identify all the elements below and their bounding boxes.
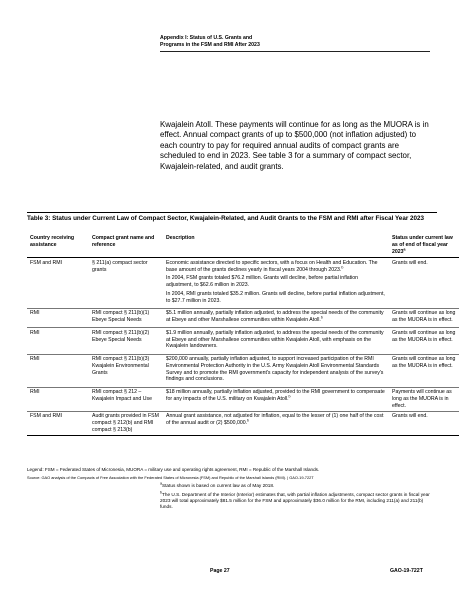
cell-status: Grants will end.	[389, 411, 459, 435]
body-paragraph: Kwajalein Atoll. These payments will continue for as long as the MUORA is in effect. Annual compact grants of up to $500,000 (not inflation adjusted) to each country to pay for required annual audits of compact grants are scheduled to end in 2023. See table 3 for a summary of compact sector, Kwajalein-related, and audit grants.	[160, 120, 429, 171]
description-text: Economic assistance directed to specific sectors, with a focus on Health and Education. The base amount of the grants declines yearly in fiscal years 2004 through 2023.	[166, 259, 378, 273]
table-title: Table 3: Status under Current Law of Compact Sector, Kwajalein-Related, and Audit Grants to the FSM and RMI after Fiscal Year 2023	[27, 212, 437, 223]
cell-description	[163, 411, 389, 435]
description-text: In 2004, FSM grants totaled $76.2 million. Grants will decline, before partial inflation adjustment, to $62.6 million in 2023.	[166, 275, 359, 288]
cell-country: FSM and RMI	[27, 258, 89, 309]
table-row	[27, 258, 459, 309]
table-note-b	[160, 492, 432, 510]
cell-status: Payments will continue as long as the MUORA is in effect.	[389, 387, 459, 411]
header-status-text: Status under current law as of end of fiscal year 2023	[392, 235, 453, 255]
description-paragraph	[166, 310, 386, 324]
footnote-mark: b	[320, 315, 323, 320]
cell-grant: RMI compact § 212 – Kwajalein Impact and Use	[89, 387, 163, 411]
running-header-line-1: Appendix I: Status of U.S. Grants and	[160, 35, 253, 41]
cell-description	[163, 328, 389, 354]
cell-grant: RMI compact § 211(b)(1) Ebeye Special Needs	[89, 308, 163, 328]
table-source: Source: GAO analysis of the Compacts of Free Association with the Federated States of Micronesia (FSM) and Republic of the Marshall Islands (RMI). | GAO-19-722T	[27, 474, 314, 480]
description-text: $1.9 million annually, partially inflation adjusted, to address the special needs of the community at Ebeye and other Marshallese communities within Kwajalein Atoll, with emphasis on the Kwajalein landowners.	[166, 329, 384, 350]
header-divider	[160, 51, 430, 52]
description-text: In 2004, RMI grants totaled $35.2 million. Grants will decline, before partial inflation adjustment, to $27.7 million in 2023.	[166, 290, 385, 304]
table-row	[27, 387, 459, 411]
header-status	[389, 234, 459, 258]
cell-country: FSM and RMI	[27, 411, 89, 435]
header-country: Country receiving assistance	[27, 234, 89, 258]
description-text: $200,000 annually, partially inflation adjusted, to support increased participation of the RMI Environmental Protection Authority in the U.S. Army Kwajalein Atoll Environmental Standards Survey and to promote the RMI government's capacity for independent analysis of the survey's findings and conclusions.	[166, 356, 384, 383]
description-paragraph	[166, 356, 386, 383]
cell-grant: RMI compact § 211(b)(2) Ebeye Special Needs	[89, 328, 163, 354]
cell-status: Grants will end.	[389, 258, 459, 309]
footnote-mark: b	[247, 418, 250, 423]
footnote-mark: b	[288, 394, 291, 399]
page-number: Page 27	[210, 568, 230, 574]
table-row	[27, 411, 459, 435]
running-header	[160, 35, 330, 49]
header-status-note: a	[403, 246, 406, 251]
table-header-row	[27, 234, 459, 258]
table-legend: Legend: FSM = Federated States of Micronesia, MUORA = military use and operating rights agreement, RMI = Republic of the Marshall Islands.	[27, 467, 320, 472]
cell-grant: RMI compact § 211(b)(3) Kwajalein Environmental Grants	[89, 354, 163, 387]
note-b-text: The U.S. Department of the Interior (Interior) estimates that, with partial inflation adjustments, compact sector grants in fiscal year 2023 will total approximately $81.5 million for the FSM and approximately $36.0 million for the RMI, including 211(a) and 211(b) funds.	[160, 492, 430, 510]
table-row	[27, 354, 459, 387]
cell-description	[163, 258, 389, 309]
header-grant: Compact grant name and reference	[89, 234, 163, 258]
cell-description	[163, 308, 389, 328]
note-a-text: Status shown is based on current law as of May 2018.	[162, 483, 275, 488]
grants-table	[27, 234, 459, 436]
cell-country: RMI	[27, 387, 89, 411]
table-row	[27, 308, 459, 328]
header-description: Description	[163, 234, 389, 258]
footnote-mark: b	[341, 264, 344, 269]
cell-description	[163, 387, 389, 411]
description-paragraph	[166, 413, 386, 427]
description-paragraph	[166, 275, 386, 289]
description-paragraph	[166, 330, 386, 350]
cell-country: RMI	[27, 328, 89, 354]
description-text: $18 million annually, partially inflation adjusted, provided to the RMI government to compensate for any impacts of the U.S. military on Kwajalein Atoll.	[166, 389, 385, 402]
cell-status: Grants will continue as long as the MUORA is in effect.	[389, 328, 459, 354]
description-paragraph	[166, 260, 386, 274]
cell-grant: Audit grants provided in FSM compact § 212(b) and RMI compact § 213(b)	[89, 411, 163, 435]
cell-grant: § 211(a) compact sector grants	[89, 258, 163, 309]
description-text: Annual grant assistance, not adjusted for inflation, equal to the lesser of (1) one half of the cost of the annual audit or (2) $500,000.	[166, 413, 384, 426]
running-header-line-2: Programs in the FSM and RMI After 2023	[160, 42, 260, 49]
note-b-mark: b	[160, 490, 162, 495]
cell-country: RMI	[27, 308, 89, 328]
note-a-mark: a	[160, 481, 162, 486]
cell-status: Grants will continue as long as the MUORA is in effect.	[389, 308, 459, 328]
description-paragraph	[166, 291, 386, 305]
description-text: $5.1 million annually, partially inflation adjusted, to address the special needs of the community at Ebeye and other Marshallese communities within Kwajalein Atoll.	[166, 310, 384, 323]
cell-country: RMI	[27, 354, 89, 387]
report-number: GAO-19-722T	[390, 568, 423, 574]
cell-status: Grants will continue as long as the MUORA is in effect.	[389, 354, 459, 387]
table-row	[27, 328, 459, 354]
table-note-a	[160, 483, 430, 489]
description-paragraph	[166, 389, 386, 403]
cell-description	[163, 354, 389, 387]
